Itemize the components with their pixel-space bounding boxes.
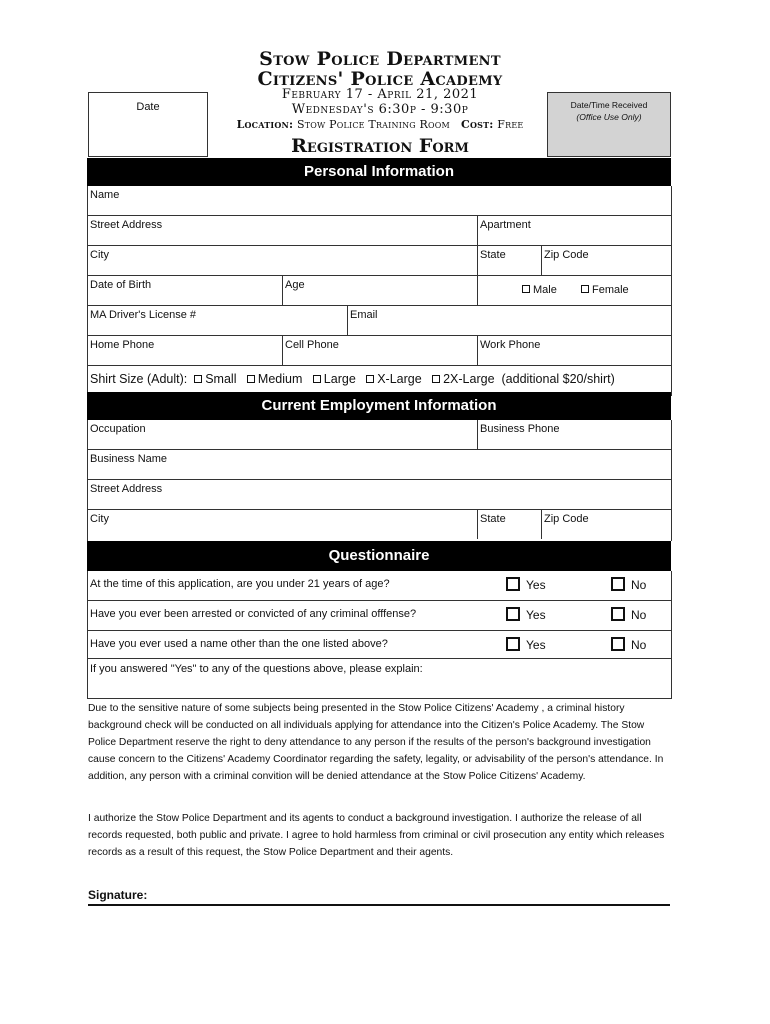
cost-label: Cost: (461, 118, 494, 131)
occupation-row (88, 420, 671, 450)
background-check-paragraph: Due to the sensitive nature of some subjects being presented in the Stow Police Citizens' Academy , a criminal history background check will be conducted on all individuals applying for attendance into the Citizen's Police Academy. The Stow Police Department reserve the right to deny attendance to any person if the results of the person's background investigation cause concern to the Citizens' Academy Coordinator regarding the safety, legality, or advisability of the person's attendance. In addition, any person with a criminal convition will be denied attendance at the Stow Police Citizens' Academy. (88, 703, 664, 782)
personal-info-heading: Personal Information (87, 158, 671, 186)
shirt-small-label: Small (205, 372, 237, 386)
location-cost-line (215, 118, 545, 131)
signature-label: Signature: (88, 888, 148, 902)
business-street-field[interactable] (88, 480, 671, 509)
shirt-xlarge-label: X-Large (377, 372, 422, 386)
shirt-medium-checkbox-icon[interactable] (247, 375, 255, 383)
q2-no-option[interactable] (611, 607, 646, 622)
date-box[interactable] (88, 92, 208, 157)
zip-label: Zip Code (544, 249, 589, 261)
apartment-label: Apartment (480, 219, 531, 231)
work-phone-label: Work Phone (480, 339, 541, 351)
age-label: Age (285, 279, 305, 291)
city-field[interactable] (88, 246, 478, 275)
business-city-row (88, 510, 671, 539)
question-row-3 (88, 631, 671, 659)
cost-value: Free (497, 118, 524, 131)
business-name-field[interactable] (88, 450, 671, 479)
shirt-large-label: Large (323, 372, 356, 386)
q2-no-checkbox-icon[interactable] (611, 607, 625, 621)
email-label: Email (350, 309, 378, 321)
phone-row (88, 336, 671, 366)
employment-heading: Current Employment Information (87, 392, 671, 420)
home-phone-label: Home Phone (90, 339, 155, 351)
question-1: At the time of this application, are you under 21 years of age? (90, 578, 390, 590)
question-row-2 (88, 601, 671, 631)
date-box-label: Date (136, 101, 160, 113)
q2-yes-checkbox-icon[interactable] (506, 607, 520, 621)
shirt-2xlarge-label: 2X-Large (443, 372, 495, 386)
zip-field[interactable] (541, 246, 672, 275)
shirt-medium-label: Medium (257, 372, 303, 386)
q2-yes-option[interactable] (506, 607, 546, 622)
shirt-small-checkbox-icon[interactable] (194, 375, 202, 383)
gender-field (477, 276, 672, 305)
q3-no-option[interactable] (611, 637, 646, 652)
license-field[interactable] (88, 306, 348, 335)
business-name-row (88, 450, 671, 480)
age-field[interactable] (282, 276, 478, 305)
office-use-box (547, 92, 671, 157)
street-label: Street Address (90, 219, 163, 231)
question-row-1 (88, 571, 671, 601)
male-label: Male (533, 284, 557, 296)
female-option[interactable] (581, 284, 629, 296)
city-row (88, 246, 671, 276)
business-phone-label: Business Phone (480, 423, 560, 435)
form-title: Registration Form (291, 135, 469, 157)
apartment-field[interactable] (477, 216, 672, 245)
received-note: (Office Use Only) (576, 112, 642, 122)
q1-no-checkbox-icon[interactable] (611, 577, 625, 591)
shirt-medium-option[interactable] (247, 372, 302, 386)
female-label: Female (592, 284, 629, 296)
question-3: Have you ever used a name other than the one listed above? (90, 638, 388, 650)
business-zip-field[interactable] (541, 510, 672, 539)
occupation-field[interactable] (88, 420, 478, 449)
shirt-small-option[interactable] (194, 372, 236, 386)
employment-section (87, 420, 672, 541)
business-street-label: Street Address (90, 483, 163, 495)
questionnaire-heading: Questionnaire (87, 541, 671, 571)
dob-field[interactable] (88, 276, 282, 305)
business-state-field[interactable] (477, 510, 542, 539)
received-label: Date/Time Received (570, 100, 648, 110)
academy-title: Citizens' Police Academy (257, 68, 503, 90)
shirt-large-checkbox-icon[interactable] (313, 375, 321, 383)
cell-phone-label: Cell Phone (285, 339, 339, 351)
name-row (88, 186, 671, 216)
license-row (88, 306, 671, 336)
location-value: Stow Police Training Room (296, 118, 450, 131)
city-label: City (90, 249, 109, 261)
shirt-xlarge-option[interactable] (366, 372, 421, 386)
email-field[interactable] (347, 306, 672, 335)
q3-yes-label: Yes (526, 638, 546, 652)
shirt-2xlarge-checkbox-icon[interactable] (432, 375, 440, 383)
explain-field[interactable] (88, 659, 671, 697)
business-city-label: City (90, 513, 109, 525)
q1-yes-checkbox-icon[interactable] (506, 577, 520, 591)
business-zip-label: Zip Code (544, 513, 589, 525)
q1-no-option[interactable] (611, 577, 646, 592)
shirt-size-label: Shirt Size (Adult): (90, 372, 188, 386)
q1-yes-option[interactable] (506, 577, 546, 592)
female-checkbox-icon[interactable] (581, 285, 589, 293)
dob-label: Date of Birth (90, 279, 152, 291)
shirt-2xlarge-option[interactable] (432, 372, 494, 386)
work-phone-field[interactable] (477, 336, 672, 365)
male-checkbox-icon[interactable] (522, 285, 530, 293)
street-row (88, 216, 671, 246)
shirt-large-option[interactable] (313, 372, 356, 386)
business-city-field[interactable] (88, 510, 478, 539)
q1-yes-label: Yes (526, 578, 546, 592)
name-label: Name (90, 189, 120, 201)
authorization-paragraph: I authorize the Stow Police Department and its agents to conduct a background investigation. I authorize the release of all records requested, both public and private. I agree to hold harmless from criminal or civil prosecution any entity which releases records as a result of this request, the Stow Police Department and their agents. (88, 813, 665, 858)
questionnaire-section (87, 571, 672, 699)
q3-no-checkbox-icon[interactable] (611, 637, 625, 651)
academy-schedule: Wednesday's 6:30p - 9:30p (291, 102, 469, 117)
department-title: Stow Police Department (259, 48, 501, 70)
q2-no-label: No (631, 608, 647, 622)
business-street-row (88, 480, 671, 510)
business-name-label: Business Name (90, 453, 168, 465)
q3-yes-checkbox-icon[interactable] (506, 637, 520, 651)
shirt-xlarge-checkbox-icon[interactable] (366, 375, 374, 383)
academy-dates: February 17 - April 21, 2021 (281, 87, 479, 102)
shirt-note: (additional $20/shirt) (501, 372, 615, 386)
q1-no-label: No (631, 578, 647, 592)
male-option[interactable] (522, 284, 557, 296)
location-label: Location: (236, 118, 294, 131)
shirt-row (88, 366, 671, 395)
cell-phone-field[interactable] (282, 336, 478, 365)
explain-label: If you answered "Yes" to any of the questions above, please explain: (90, 663, 423, 675)
street-field[interactable] (88, 216, 478, 245)
state-field[interactable] (477, 246, 542, 275)
license-label: MA Driver's License # (90, 309, 197, 321)
shirt-size-line (90, 372, 615, 386)
business-phone-field[interactable] (477, 420, 672, 449)
name-field[interactable] (88, 186, 671, 215)
state-label: State (480, 249, 506, 261)
dob-row (88, 276, 671, 306)
q2-yes-label: Yes (526, 608, 546, 622)
question-2: Have you ever been arrested or convicted of any criminal offfense? (90, 608, 417, 620)
home-phone-field[interactable] (88, 336, 282, 365)
q3-yes-option[interactable] (506, 637, 546, 652)
signature-line[interactable] (88, 904, 670, 906)
occupation-label: Occupation (90, 423, 146, 435)
business-state-label: State (480, 513, 506, 525)
q3-no-label: No (631, 638, 647, 652)
personal-info-section (87, 186, 672, 396)
